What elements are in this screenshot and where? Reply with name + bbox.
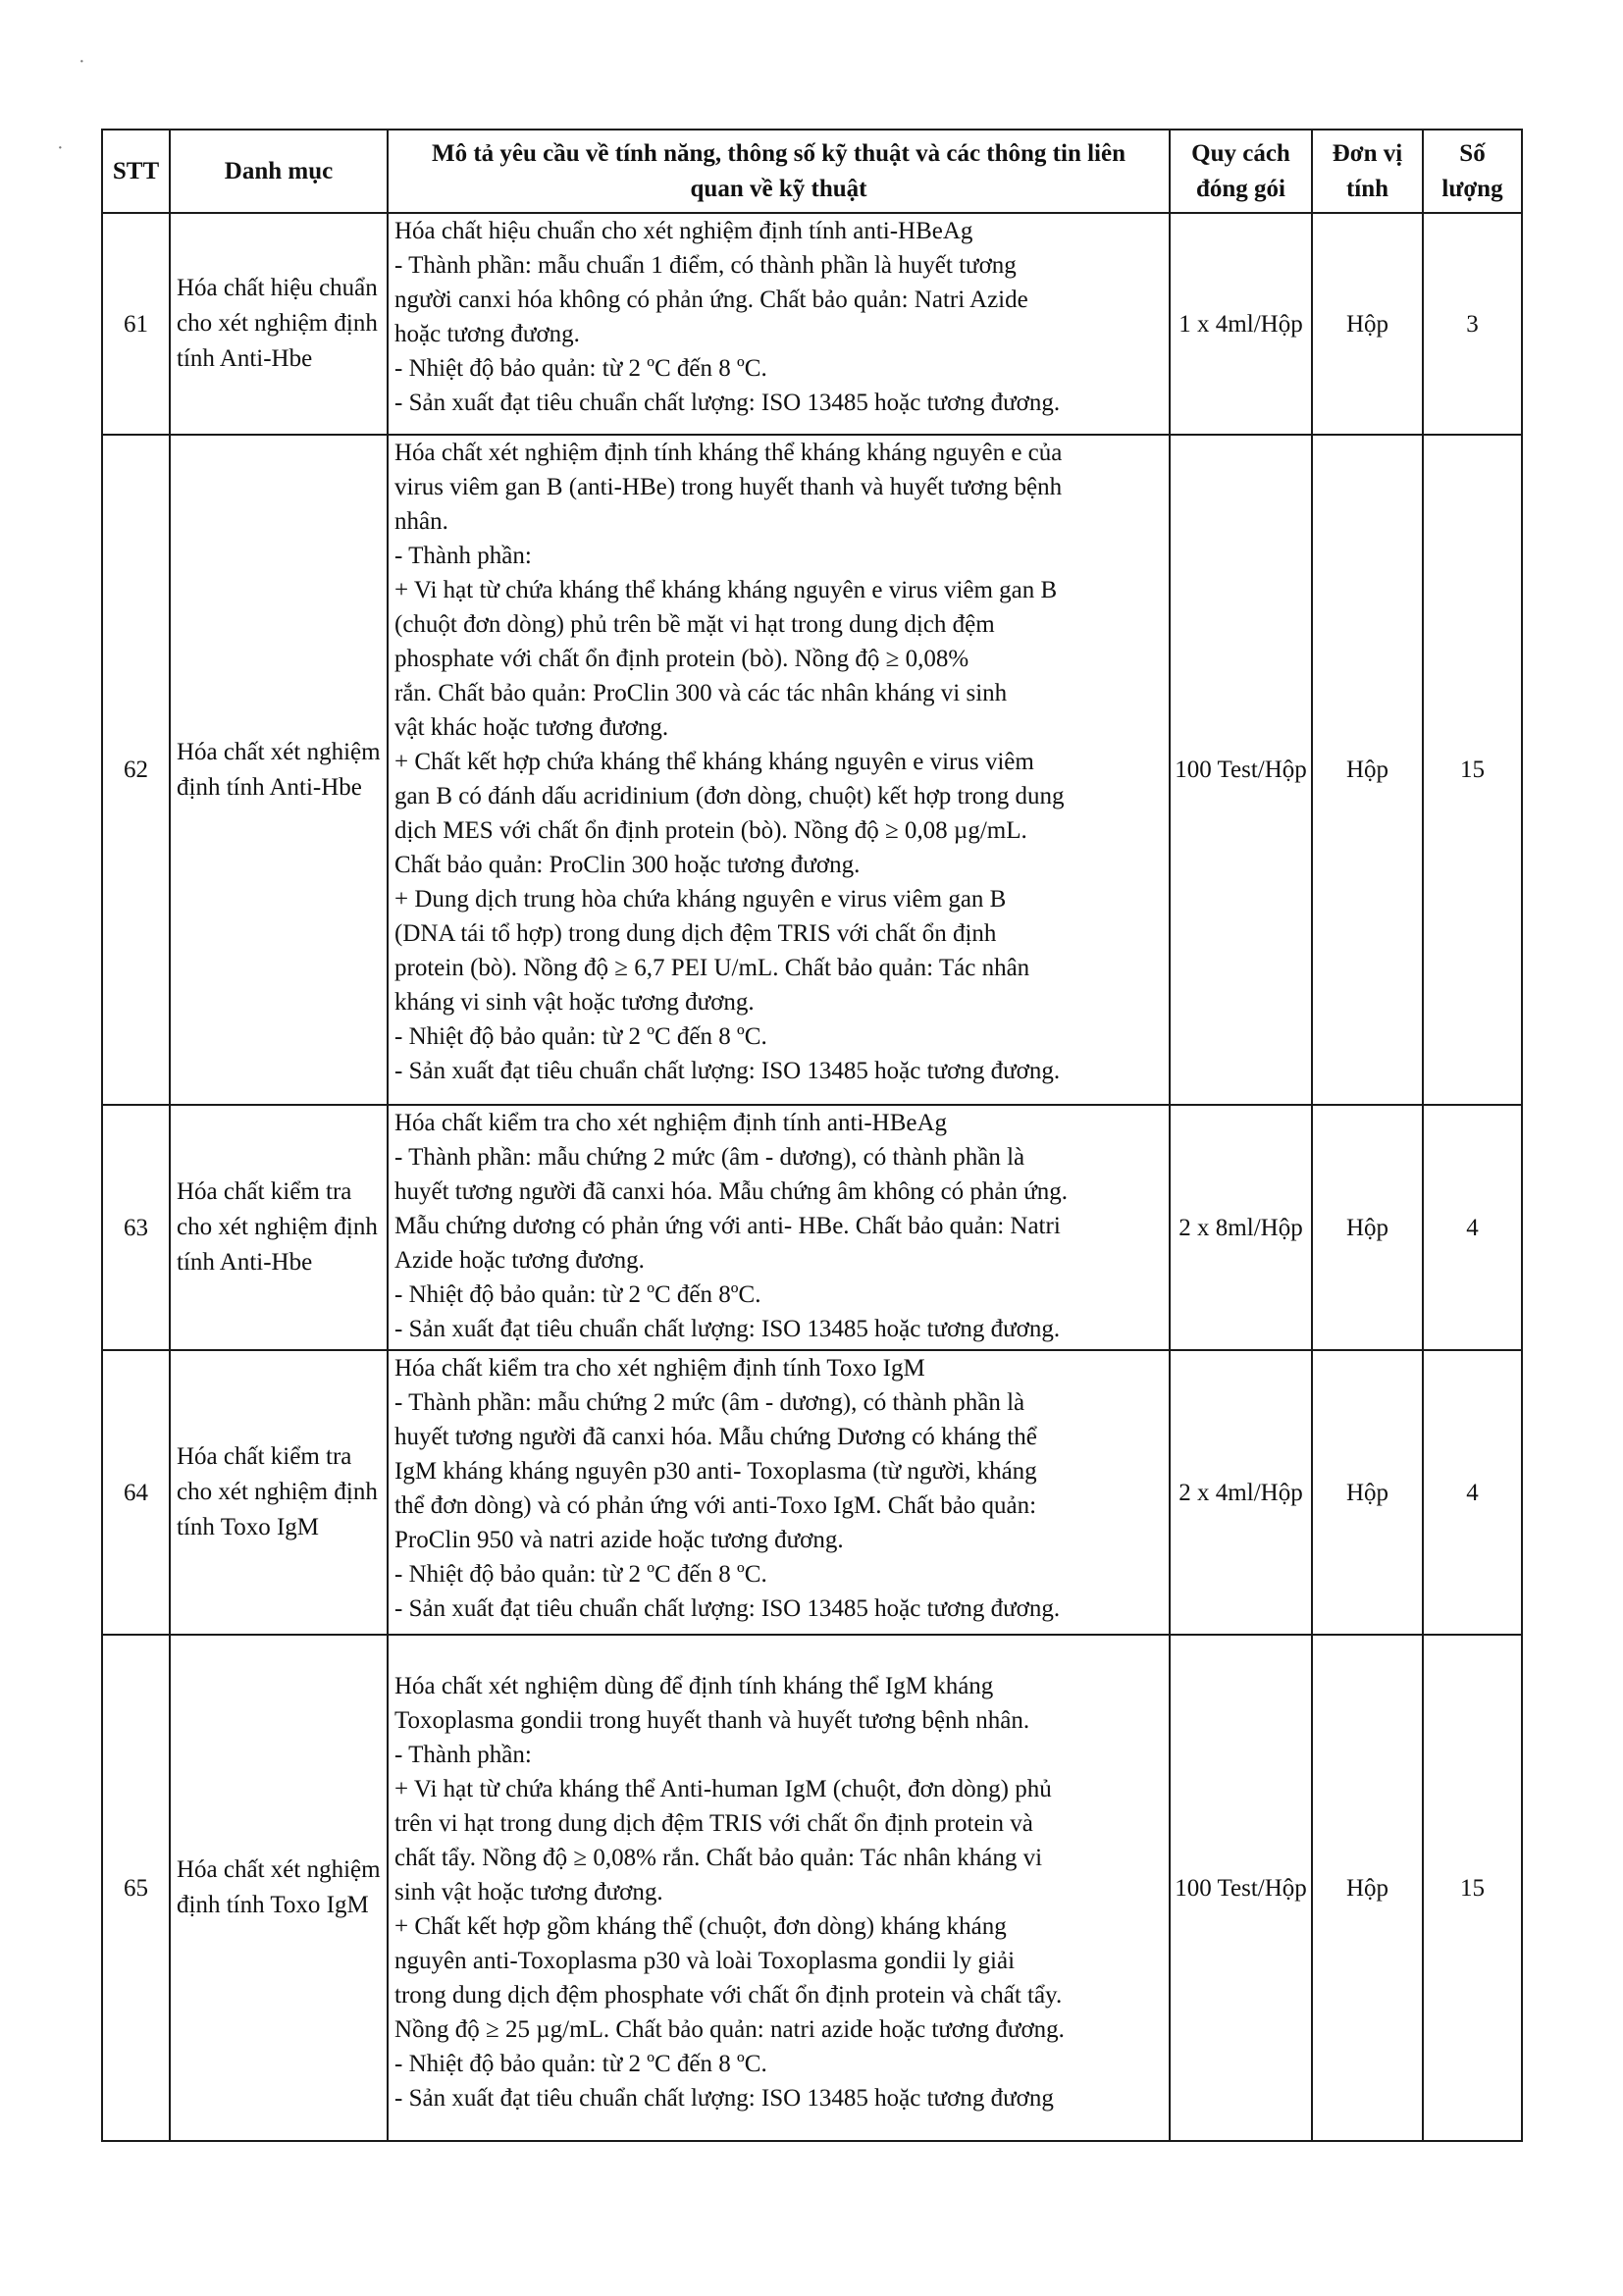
description-line: - Nhiệt độ bảo quản: từ 2 ºC đến 8 ºC. — [394, 2051, 767, 2077]
description-line: IgM kháng kháng nguyên p30 anti- Toxoplasma (từ người, kháng — [394, 1458, 1037, 1485]
description-line: Mẫu chứng dương có phản ứng với anti- HBe. Chất bảo quản: Natri — [394, 1213, 1061, 1239]
description-line: + Vi hạt từ chứa kháng thể Anti-human IgM (chuột, đơn dòng) phủ — [394, 1776, 1052, 1802]
description-line: - Thành phần: mẫu chuẩn 1 điểm, có thành phần là huyết tương — [394, 252, 1017, 279]
description-line: kháng vi sinh vật hoặc tương đương. — [394, 989, 755, 1016]
table-row — [102, 1350, 1522, 1635]
description-line: dịch MES với chất ổn định protein (bò). Nồng độ ≥ 0,08 µg/mL. — [394, 817, 1027, 844]
row-category: Hóa chất xét nghiệm định tính Toxo IgM — [170, 1635, 388, 2141]
description-line: - Thành phần: mẫu chứng 2 mức (âm - dương), có thành phần là — [394, 1389, 1025, 1416]
description-line: gan B có đánh dấu acridinium (đơn dòng, chuột) kết hợp trong dung — [394, 783, 1065, 809]
row-packaging: 1 x 4ml/Hộp — [1170, 213, 1312, 435]
description-line: - Sản xuất đạt tiêu chuẩn chất lượng: ISO 13485 hoặc tương đương — [394, 2085, 1054, 2112]
description-line: - Nhiệt độ bảo quản: từ 2 ºC đến 8 ºC. — [394, 1023, 767, 1050]
table-row — [102, 1105, 1522, 1350]
description-line: - Sản xuất đạt tiêu chuẩn chất lượng: ISO 13485 hoặc tương đương. — [394, 1316, 1061, 1342]
scan-speck: · — [57, 137, 64, 159]
description-line: rắn. Chất bảo quản: ProClin 300 và các tác nhân kháng vi sinh — [394, 680, 1008, 706]
row-packaging: 100 Test/Hộp — [1170, 435, 1312, 1105]
description-line: huyết tương người đã canxi hóa. Mẫu chứng Dương có kháng thể — [394, 1424, 1037, 1450]
description-line: huyết tương người đã canxi hóa. Mẫu chứng âm không có phản ứng. — [394, 1178, 1069, 1205]
row-category: Hóa chất kiểm tra cho xét nghiệm định tính Toxo IgM — [170, 1350, 388, 1635]
row-quantity: 4 — [1423, 1105, 1522, 1350]
description-line: hoặc tương đương. — [394, 321, 580, 347]
description-line: Hóa chất kiểm tra cho xét nghiệm định tính Toxo IgM — [394, 1355, 925, 1382]
row-packaging: 100 Test/Hộp — [1170, 1635, 1312, 2141]
description-line: (DNA tái tổ hợp) trong dung dịch đệm TRIS với chất ổn định — [394, 920, 997, 947]
header-unit: Đơn vị tính — [1312, 130, 1423, 213]
description-line: Chất bảo quản: ProClin 300 hoặc tương đương. — [394, 852, 861, 878]
description-line: + Chất kết hợp chứa kháng thể kháng kháng nguyên e virus viêm — [394, 749, 1034, 775]
row-stt: 63 — [102, 1105, 170, 1350]
row-description — [388, 1105, 1170, 1350]
description-line: ProClin 950 và natri azide hoặc tương đương. — [394, 1527, 844, 1553]
description-line: + Vi hạt từ chứa kháng thể kháng kháng nguyên e virus viêm gan B — [394, 577, 1058, 603]
description-line: + Dung dịch trung hòa chứa kháng nguyên e virus viêm gan B — [394, 886, 1007, 913]
specification-table — [101, 129, 1523, 2142]
description-line: (chuột đơn dòng) phủ trên bề mặt vi hạt trong dung dịch đệm — [394, 611, 995, 638]
row-quantity: 15 — [1423, 1635, 1522, 2141]
description-line: Hóa chất xét nghiệm dùng để định tính kháng thể IgM kháng — [394, 1673, 994, 1699]
specification-table-container — [101, 129, 1521, 2142]
row-unit: Hộp — [1312, 435, 1423, 1105]
table-row — [102, 1635, 1522, 2141]
description-line: sinh vật hoặc tương đương. — [394, 1879, 663, 1905]
description-line: Azide hoặc tương đương. — [394, 1247, 645, 1274]
table-row — [102, 213, 1522, 435]
row-category: Hóa chất hiệu chuẩn cho xét nghiệm định tính Anti-Hbe — [170, 213, 388, 435]
row-quantity: 4 — [1423, 1350, 1522, 1635]
header-quantity: Số lượng — [1423, 130, 1522, 213]
row-stt: 64 — [102, 1350, 170, 1635]
description-line: Hóa chất xét nghiệm định tính kháng thể kháng kháng nguyên e của — [394, 440, 1063, 466]
description-line: Nồng độ ≥ 25 µg/mL. Chất bảo quản: natri azide hoặc tương đương. — [394, 2016, 1065, 2043]
row-packaging: 2 x 4ml/Hộp — [1170, 1350, 1312, 1635]
description-line: - Sản xuất đạt tiêu chuẩn chất lượng: ISO 13485 hoặc tương đương. — [394, 1595, 1061, 1622]
row-stt: 61 — [102, 213, 170, 435]
row-description — [388, 435, 1170, 1105]
description-line: trên vi hạt trong dung dịch đệm TRIS với chất ổn định protein và — [394, 1810, 1033, 1837]
row-description — [388, 1350, 1170, 1635]
description-line: + Chất kết hợp gồm kháng thể (chuột, đơn dòng) kháng kháng — [394, 1913, 1007, 1940]
description-line: - Sản xuất đạt tiêu chuẩn chất lượng: ISO 13485 hoặc tương đương. — [394, 390, 1061, 416]
row-description — [388, 213, 1170, 435]
description-line: Toxoplasma gondii trong huyết thanh và huyết tương bệnh nhân. — [394, 1707, 1030, 1734]
row-unit: Hộp — [1312, 1105, 1423, 1350]
row-stt: 65 — [102, 1635, 170, 2141]
description-line: - Nhiệt độ bảo quản: từ 2 ºC đến 8 ºC. — [394, 1561, 767, 1588]
header-description: Mô tả yêu cầu về tính năng, thông số kỹ thuật và các thông tin liên quan về kỹ thuật — [388, 130, 1170, 213]
description-line: chất tẩy. Nồng độ ≥ 0,08% rắn. Chất bảo quản: Tác nhân kháng vi — [394, 1845, 1043, 1871]
description-line: virus viêm gan B (anti-HBe) trong huyết thanh và huyết tương bệnh — [394, 474, 1063, 500]
table-row — [102, 435, 1522, 1105]
row-unit: Hộp — [1312, 1635, 1423, 2141]
row-unit: Hộp — [1312, 1350, 1423, 1635]
row-stt: 62 — [102, 435, 170, 1105]
table-body — [102, 213, 1522, 2141]
description-line: thể đơn dòng) và có phản ứng với anti-Toxo IgM. Chất bảo quản: — [394, 1492, 1037, 1519]
header-stt: STT — [102, 130, 170, 213]
description-line: - Sản xuất đạt tiêu chuẩn chất lượng: ISO 13485 hoặc tương đương. — [394, 1058, 1061, 1084]
description-line: người canxi hóa không có phản ứng. Chất bảo quản: Natri Azide — [394, 287, 1028, 313]
description-line: nguyên anti-Toxoplasma p30 và loài Toxoplasma gondii ly giải — [394, 1948, 1016, 1974]
row-quantity: 3 — [1423, 213, 1522, 435]
description-line: - Thành phần: — [394, 1742, 532, 1768]
header-packaging: Quy cách đóng gói — [1170, 130, 1312, 213]
description-line: - Thành phần: — [394, 543, 532, 569]
row-description — [388, 1635, 1170, 2141]
description-line: - Nhiệt độ bảo quản: từ 2 ºC đến 8 ºC. — [394, 355, 767, 382]
row-packaging: 2 x 8ml/Hộp — [1170, 1105, 1312, 1350]
description-line: - Thành phần: mẫu chứng 2 mức (âm - dương), có thành phần là — [394, 1144, 1025, 1171]
description-line: protein (bò). Nồng độ ≥ 6,7 PEI U/mL. Chất bảo quản: Tác nhân — [394, 955, 1030, 981]
description-line: trong dung dịch đệm phosphate với chất ổn định protein và chất tẩy. — [394, 1982, 1063, 2009]
description-line: nhân. — [394, 508, 448, 535]
row-unit: Hộp — [1312, 213, 1423, 435]
row-category: Hóa chất kiểm tra cho xét nghiệm định tính Anti-Hbe — [170, 1105, 388, 1350]
scan-speck: · — [79, 51, 85, 73]
description-line: - Nhiệt độ bảo quản: từ 2 ºC đến 8ºC. — [394, 1281, 761, 1308]
header-category: Danh mục — [170, 130, 388, 213]
description-line: Hóa chất hiệu chuẩn cho xét nghiệm định tính anti-HBeAg — [394, 218, 973, 244]
row-category: Hóa chất xét nghiệm định tính Anti-Hbe — [170, 435, 388, 1105]
table-header-row — [102, 130, 1522, 213]
row-quantity: 15 — [1423, 435, 1522, 1105]
description-line: Hóa chất kiểm tra cho xét nghiệm định tính anti-HBeAg — [394, 1110, 948, 1136]
description-line: vật khác hoặc tương đương. — [394, 714, 669, 741]
description-line: phosphate với chất ổn định protein (bò). Nồng độ ≥ 0,08% — [394, 646, 969, 672]
